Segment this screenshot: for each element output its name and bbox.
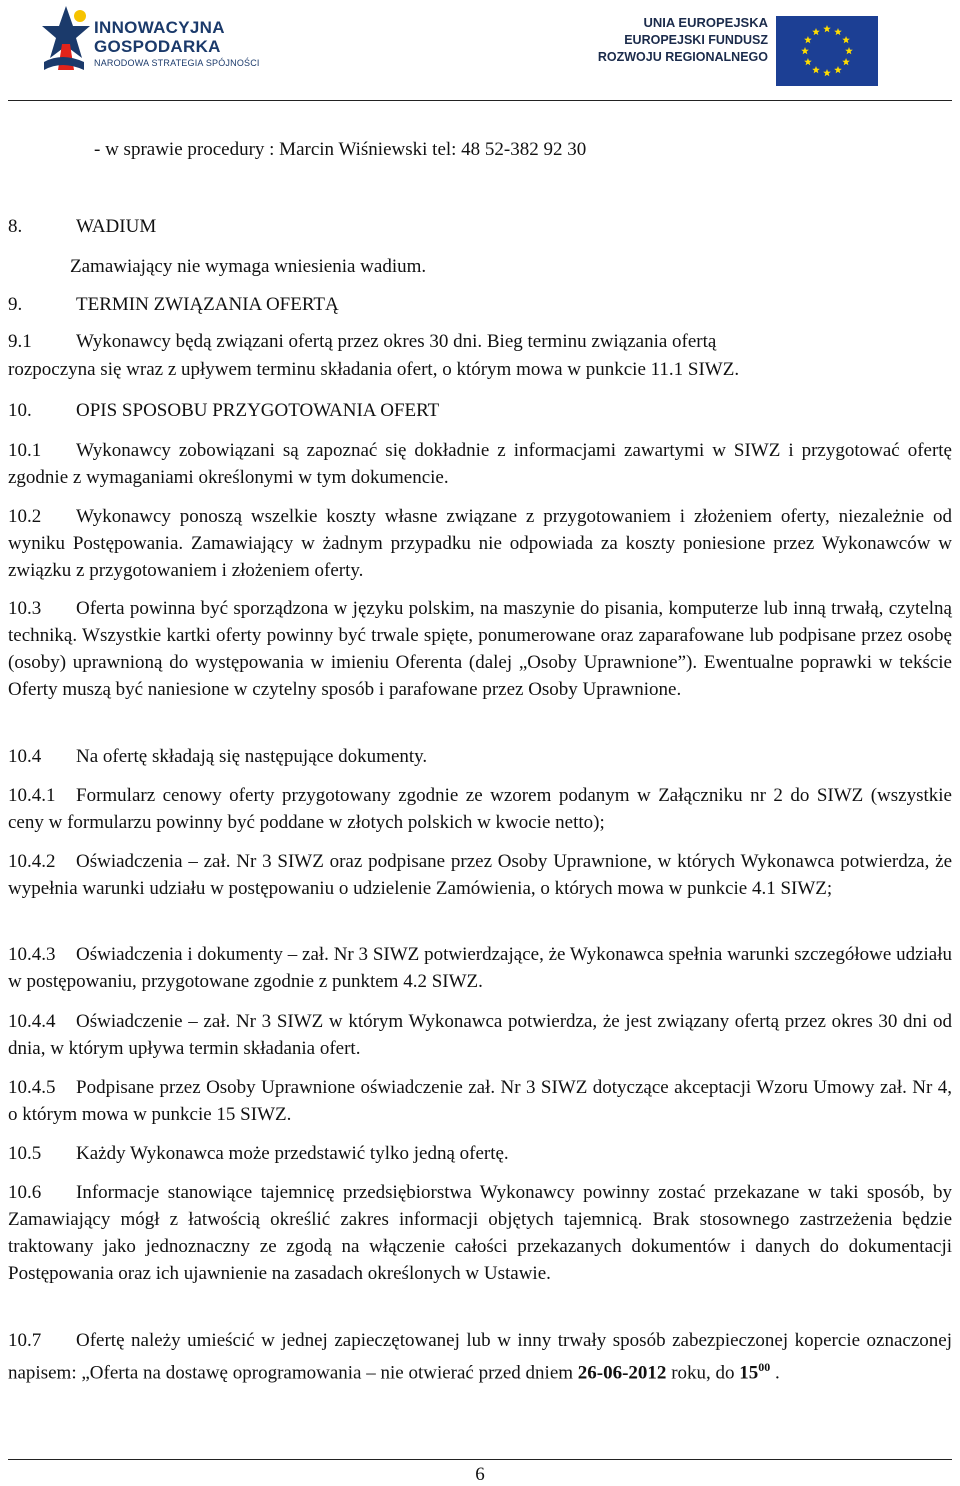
section-title: WADIUM (76, 216, 157, 237)
section-9-1-line2: rozpoczyna się wraz z upływem terminu składania ofert, o którym mowa w punkcie 11.1 SIWZ. (8, 359, 740, 380)
paragraph-text: Każdy Wykonawca może przedstawić tylko jedną ofertę. (76, 1143, 509, 1164)
paragraph-text: Wykonawcy będą związani ofertą przez okres 30 dni. Bieg terminu związania ofertą (76, 331, 717, 352)
paragraph-number: 10.2 (8, 506, 42, 527)
innowacyjna-gospodarka-logo (40, 4, 280, 88)
paragraph-number: 10.5 (8, 1143, 42, 1164)
eu-flag-icon (776, 16, 878, 86)
paragraph-number: 10.7 (8, 1330, 42, 1351)
paragraph-number: 10.3 (8, 598, 42, 619)
deadline-hour: 15 (739, 1362, 759, 1384)
ig-logo-line3: NARODOWA STRATEGIA SPÓJNOŚCI (94, 58, 260, 68)
paragraph-text: Podpisane przez Osoby Uprawnione oświadczenie zał. Nr 3 SIWZ dotyczące akceptacji Wzoru Umowy zał. Nr 4, o którym mowa w punkcie 15 SIWZ. (8, 1077, 952, 1125)
deadline-minutes: 00 (758, 1360, 771, 1374)
section-title: OPIS SPOSOBU PRZYGOTOWANIA OFERT (76, 400, 440, 421)
header-divider (8, 100, 952, 101)
page-number: 6 (475, 1464, 485, 1485)
paragraph-number: 10.4.5 (8, 1077, 56, 1098)
section-number: 8. (8, 216, 23, 237)
section-title: TERMIN ZWIĄZANIA OFERTĄ (76, 294, 339, 315)
paragraph-number: 9.1 (8, 331, 32, 352)
paragraph-number: 10.1 (8, 440, 42, 461)
paragraph-number: 10.4.1 (8, 785, 56, 806)
paragraph-number: 10.4 (8, 746, 42, 767)
paragraph-text: Wykonawcy ponoszą wszelkie koszty własne związane z przygotowaniem i złożeniem oferty, niezależnie od wyniku Postępowania. Zamawiający w żadnym przypadku nie odpowiada za koszty poniesione przez Wykonawców w związku z przygotowaniem i złożeniem oferty. (8, 506, 952, 581)
ig-star-logo-icon (40, 4, 94, 84)
eu-logo-line1: UNIA EUROPEJSKA (643, 15, 768, 30)
eu-logo (590, 14, 890, 94)
section-9-1-line1 (8, 331, 716, 353)
footer-divider (8, 1459, 952, 1460)
paragraph-10-3 (8, 595, 952, 703)
paragraph-number: 10.4.2 (8, 851, 56, 872)
paragraph-number: 10.6 (8, 1182, 42, 1203)
paragraph-10-4-1 (8, 782, 952, 836)
ig-logo-line1: INNOWACYJNA (94, 18, 225, 37)
paragraph-10-6 (8, 1179, 952, 1287)
paragraph-text: Na ofertę składają się następujące dokumenty. (76, 746, 428, 767)
eu-logo-line2: EUROPEJSKI FUNDUSZ (624, 33, 768, 47)
section-number: 9. (8, 294, 23, 315)
paragraph-10-7 (8, 1327, 952, 1386)
section-9-heading (8, 294, 339, 316)
paragraph-text: Ofertę należy umieścić w jednej zapieczętowanej lub w inny trwały sposób zabezpieczonej kopercie oznaczonej napisem: „Oferta na dostawę oprogramowania – nie otwierać przed dniem (8, 1330, 952, 1384)
paragraph-10-4-2 (8, 848, 952, 902)
paragraph-text: Oświadczenie – zał. Nr 3 SIWZ w którym Wykonawca potwierdza, że jest związany ofertą przez okres 30 dni od dnia, w którym upływa termin składania ofert. (8, 1011, 952, 1059)
paragraph-number: 10.4.3 (8, 944, 56, 965)
section-8-body: Zamawiający nie wymaga wniesienia wadium. (70, 256, 427, 277)
paragraph-text: Wykonawcy zobowiązani są zapoznać się dokładnie z informacjami zawartymi w SIWZ i przygotować ofertę zgodnie z wymaganiami określonymi w tym dokumencie. (8, 440, 952, 488)
paragraph-10-1 (8, 437, 952, 491)
paragraph-text: Formularz cenowy oferty przygotowany zgodnie ze wzorem podanym w Załączniku nr 2 do SIWZ (wszystkie ceny w formularzu powinny być poddane w złotych polskich w kwocie netto); (8, 785, 952, 833)
paragraph-text: Oświadczenia i dokumenty – zał. Nr 3 SIWZ potwierdzające, że Wykonawca spełnia warunki szczegółowe udziału w postępowaniu, przygotowane zgodnie z punktem 4.2 SIWZ. (8, 944, 952, 992)
paragraph-text-end: . (770, 1362, 780, 1384)
paragraph-10-4-4 (8, 1008, 952, 1062)
paragraph-10-5 (8, 1140, 952, 1167)
paragraph-10-4-5 (8, 1074, 952, 1128)
paragraph-10-2 (8, 503, 952, 584)
section-8-heading (8, 216, 156, 238)
ig-logo-line2: GOSPODARKA (94, 37, 221, 56)
paragraph-number: 10.4.4 (8, 1011, 56, 1032)
paragraph-10-4 (8, 743, 952, 770)
deadline-date: 26-06-2012 (577, 1362, 667, 1384)
paragraph-text: Oświadczenia – zał. Nr 3 SIWZ oraz podpisane przez Osoby Uprawnione, w których Wykonawca potwierdza, że wypełnia warunki udziału w postępowaniu o udzielenie Zamówienia, o których mowa w punkcie 4.1 SIWZ; (8, 851, 952, 899)
paragraph-10-4-3 (8, 941, 952, 995)
section-number: 10. (8, 400, 32, 421)
page-header (0, 0, 960, 100)
eu-logo-line3: ROZWOJU REGIONALNEGO (597, 50, 768, 64)
section-10-heading (8, 400, 439, 422)
contact-line: - w sprawie procedury : Marcin Wiśniewski tel: 48 52-382 92 30 (94, 139, 587, 160)
paragraph-text: Oferta powinna być sporządzona w języku polskim, na maszynie do pisania, komputerze lub inną trwałą, czytelną techniką. Wszystkie kartki oferty powinny być trwale spięte, ponumerowane oraz zaparafowane lub podpisane przez osobę (osoby) uprawnioną do występowania w imieniu Oferenta (dalej „Osoby Uprawnione”). Ewentualne poprawki w tekście Oferty muszą być naniesione w czytelny sposób i parafowane przez Osoby Uprawnione. (8, 598, 952, 700)
paragraph-text-cont: roku, do (666, 1362, 740, 1384)
paragraph-text: Informacje stanowiące tajemnicę przedsiębiorstwa Wykonawcy powinny zostać przekazane w taki sposób, by Zamawiający mógł z łatwością określić zakres informacji objętych tajemnicą. Brak stosownego zastrzeżenia będzie traktowany jako jednoznaczny ze zgodą na włączenie całości przekazanych dokumentów i danych do dokumentacji Postępowania oraz ich ujawnienie na zasadach określonych w Ustawie. (8, 1182, 952, 1284)
